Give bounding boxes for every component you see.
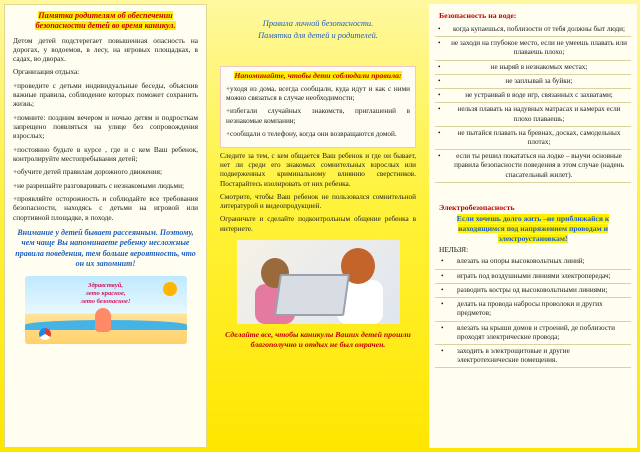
list-item: • делать на провода набросы проволоки и других предметов; (435, 300, 631, 321)
laptop-icon (274, 274, 350, 316)
personal-safety-panel (214, 4, 422, 448)
list-item: • не пытайся плавать на бревнах, досках, самодельных плотах; (435, 129, 631, 150)
list-item: • не устраивай в воде игр, связанных с захватами; (435, 91, 631, 103)
summer-banner-image (25, 276, 187, 344)
water-safety-list (435, 25, 631, 183)
forbidden-label: НЕЛЬЗЯ: (439, 245, 469, 255)
advice-paragraph: Ограничьте и сделайте подконтрольным общение ребенка в интернете. (220, 215, 416, 233)
beach-ball-icon (39, 328, 51, 340)
child-figure-icon (95, 308, 111, 332)
advice-paragraph: Смотрите, чтобы Ваш ребенок не пользовался сомнительной литературой и видеопродукцией. (220, 192, 416, 211)
list-item: • не заплывай за буйки; (435, 77, 631, 89)
list-item: • когда купаешься, поблизости от тебя должны быт люди; (435, 25, 631, 37)
children-laptop-photo (237, 240, 400, 324)
list-item: • заходить в электрощитовые и другие электротехнические помещения. (435, 347, 631, 368)
closing-note: Сделайте все, чтобы каникулы Ваших детей прошли благополучно и отдых не был омрачен. (225, 329, 411, 349)
parents-memo-panel (4, 4, 207, 448)
rule-paragraph: +проведите с детьми индивидуальные беседы, объяснив важные правила, соблюдение которых поможет сохранить жизнь; (13, 80, 198, 109)
water-safety-heading: Безопасность на воде: (439, 11, 517, 20)
list-item: • разводить костры од высоковольтными линиями; (435, 286, 631, 298)
list-item: • если ты решил покататься на лодке – выучи основные правила безопасности поведения в этом случае (надень спасательный жилет). (435, 152, 631, 183)
rule-paragraph: +не разрешайте разговаривать с незнакомыми людьми; (13, 180, 185, 190)
advice-paragraph: Следите за тем, с кем общается Ваш ребенок и где он бывает, нет ли среди его знакомых сомнительных взрослых или подверженных криминальному влиянию сверстников. Постарайтесь изолировать от них ребенка. (220, 151, 416, 188)
list-item: • нельзя плавать на надувных матрасах и камерах если плохо плаваешь; (435, 105, 631, 126)
reminder-item: +уходя из дома, всегда сообщали, куда идут и как с ними можно связаться в случае необходимости; (226, 84, 410, 103)
rule-paragraph: +обучите детей правилам дорожного движения; (13, 167, 163, 177)
list-item: • влезать на опоры высоковольтных линий; (435, 257, 631, 269)
reminder-box-title: Напоминайте, чтобы дети соблюдали правила: (234, 71, 402, 81)
rest-organization-label: Организация отдыха: (13, 67, 80, 77)
personal-safety-title: Правила личной безопасности. Памятка для детей и родителей. (258, 19, 378, 41)
list-item: • не заходи на глубокое место, если не умеешь плавать или плаваешь плохо; (435, 39, 631, 60)
electric-safety-list (435, 257, 631, 368)
list-item: • не ныряй в незнакомых местах; (435, 63, 631, 75)
attention-note: Внимание у детей бывает рассеянным. Поэтому, чем чаще Вы напоминаете ребенку несложные правила поведения, тем больше вероятность, что он их запомнит! (15, 228, 196, 269)
electric-safety-heading: Электробезопасность (439, 202, 515, 212)
water-electric-safety-panel (429, 4, 637, 448)
rule-paragraph: +помните: поздним вечером и ночью детям и подросткам запрещено появляться на улице без сопровождения взрослых; (13, 112, 198, 141)
reminder-item: +избегали случайных знакомств, приглашений в незнакомые компании; (226, 107, 410, 125)
rule-paragraph: +постоянно будьте в курсе , где и с кем Ваш ребенок, контролируйте местопребывания детей; (13, 144, 198, 164)
electric-warning: Если хочешь долго жить –не приближайся к находящимся под напряжением проводам и электроустановкам! (456, 213, 610, 243)
parents-memo-title: Памятка родителям об обеспечении безопасности детей во время каникул. (35, 11, 176, 31)
intro-paragraph: Детом детей подстерегает повышенная опасность на дорогах, у водоемов, в лесу, на игровых площадках, в садах, во дворах. (13, 35, 198, 64)
reminder-box (220, 66, 416, 148)
banner-text: Здравствуй, лето красное, лето безопасное! (80, 281, 131, 305)
rule-paragraph: +проявляйте осторожность и соблюдайте все требования безопасности, находясь с детьми на игровой или спортивной площадке, в походе. (13, 194, 198, 222)
list-item: • влезать на крыши домов и строений, де поблизости проходят электрические провода; (435, 324, 631, 345)
reminder-item: +сообщали о телефону, когда они возвращаются домой. (226, 129, 397, 138)
list-item: • играть под воздушными линиями электропередач; (435, 272, 631, 284)
